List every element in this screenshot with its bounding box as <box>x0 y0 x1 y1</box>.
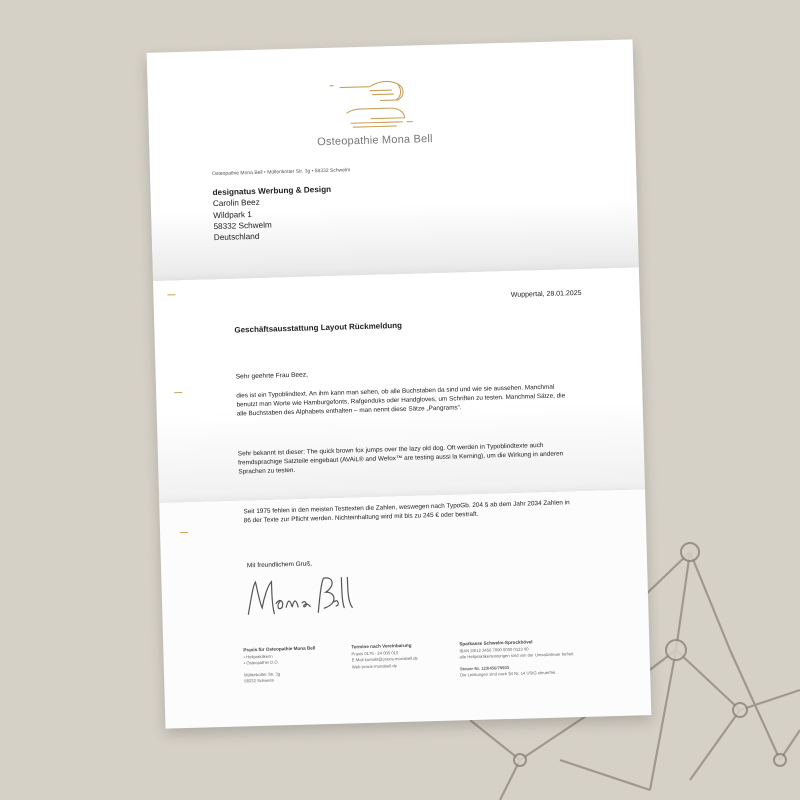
footer-bank-line: alle Heilpraktikerleistungen sind von der Umsatzsteuer befreit <box>459 651 574 660</box>
recipient-address <box>212 184 332 244</box>
footer-bank-title: Sparkasse Schwelm-Sprockhövel <box>459 639 533 647</box>
letter-panel-middle <box>153 267 645 502</box>
fold-mark <box>167 294 175 295</box>
letter-date: Wuppertal, 28.01.2025 <box>510 289 582 299</box>
punch-mark <box>174 392 182 393</box>
recipient-city: 58332 Schwelm <box>213 220 272 232</box>
footer-bank-line: Die Leistungen sind nach §4 Nr. 14 UStG steuerfrei. <box>460 669 557 678</box>
footer-contact <box>351 642 418 671</box>
letter-subject: Geschäftsausstattung Layout Rückmeldung <box>234 320 403 335</box>
footer-practice-line: 58332 Schwelm <box>244 677 275 684</box>
footer-practice <box>243 644 316 684</box>
recipient-street: Wildpark 1 <box>213 209 253 220</box>
footer-practice-line: Müllenkotter Str. 3g <box>243 670 281 677</box>
signature <box>243 571 356 622</box>
recipient-country: Deutschland <box>213 232 260 243</box>
paragraph-1: dies ist ein Typoblindtext. An ihm kann man sehen, ob alle Buchstaben da sind und wie sie aussehen. Manchmal benutzt man Worte wie Hamburgefonts, Rafgenduks oder Handgloves, um Schriften zu testen. Manchmal Sätze, die alle Buchstaben des Alphabets enthalten – man nennt diese Sätze „Pangrams“. <box>236 383 566 418</box>
footer-bank-line: Steuer-Nr. 123/456/78903 <box>459 664 510 671</box>
hands-icon <box>309 73 431 136</box>
footer-practice-title: Praxis für Osteopathie Mona Bell <box>243 645 316 653</box>
letter-sheet <box>147 39 652 728</box>
footer-practice-line: • Heilpraktikerin <box>243 653 273 659</box>
footer-contact-title: Termine nach Vereinbarung <box>351 642 412 650</box>
closing: Mit freundlichem Gruß, <box>246 560 313 570</box>
brand-name: Osteopathie Mona Bell <box>317 132 433 149</box>
letter-panel-bottom <box>159 489 651 728</box>
salutation: Sehr geehrte Frau Beez, <box>235 371 309 381</box>
recipient-company: designatus Werbung & Design <box>212 184 332 198</box>
paragraph-3: Seit 1975 fehlen in den meisten Testtexten die Zahlen, weswegen nach TypoGb. 204 § ab dem Jahr 2034 Zahlen in 86 der Texte zur Pflicht werden. Nichteinhaltung wird mit bis zu 245 € oder bestraft. <box>243 499 570 525</box>
footer-contact-web[interactable]: Web praxis-monabell.de <box>351 662 397 669</box>
fold-mark <box>180 532 188 533</box>
footer-contact-email[interactable]: E-Mail kontakt@praxis-monabell.de <box>351 655 418 663</box>
sender-line: Osteopathie Mona Bell • Müllenkotter Str. 3g • 58332 Schwelm <box>211 167 351 178</box>
footer-bank <box>459 636 610 679</box>
recipient-name: Carolin Beez <box>212 198 260 209</box>
footer-practice-line: • Osteopathin D.O. <box>243 659 279 666</box>
footer-bank-line: IBAN DE12 3456 7890 0000 0123 00 <box>459 645 529 653</box>
paragraph-2: Sehr bekannt ist dieser: The quick brown fox jumps over the lazy old dog. Oft werden in Typoblindtexte auch fremdsprachige Satzteile eingebaut (AVAiL® and Wefox™ are testing aussi la Kerning), um die Wirkung in anderen Sprachen zu testen. <box>237 441 564 476</box>
footer-contact-line: Praxis 0176 - 24 005 010 <box>351 649 399 656</box>
letter-panel-top <box>147 39 639 280</box>
